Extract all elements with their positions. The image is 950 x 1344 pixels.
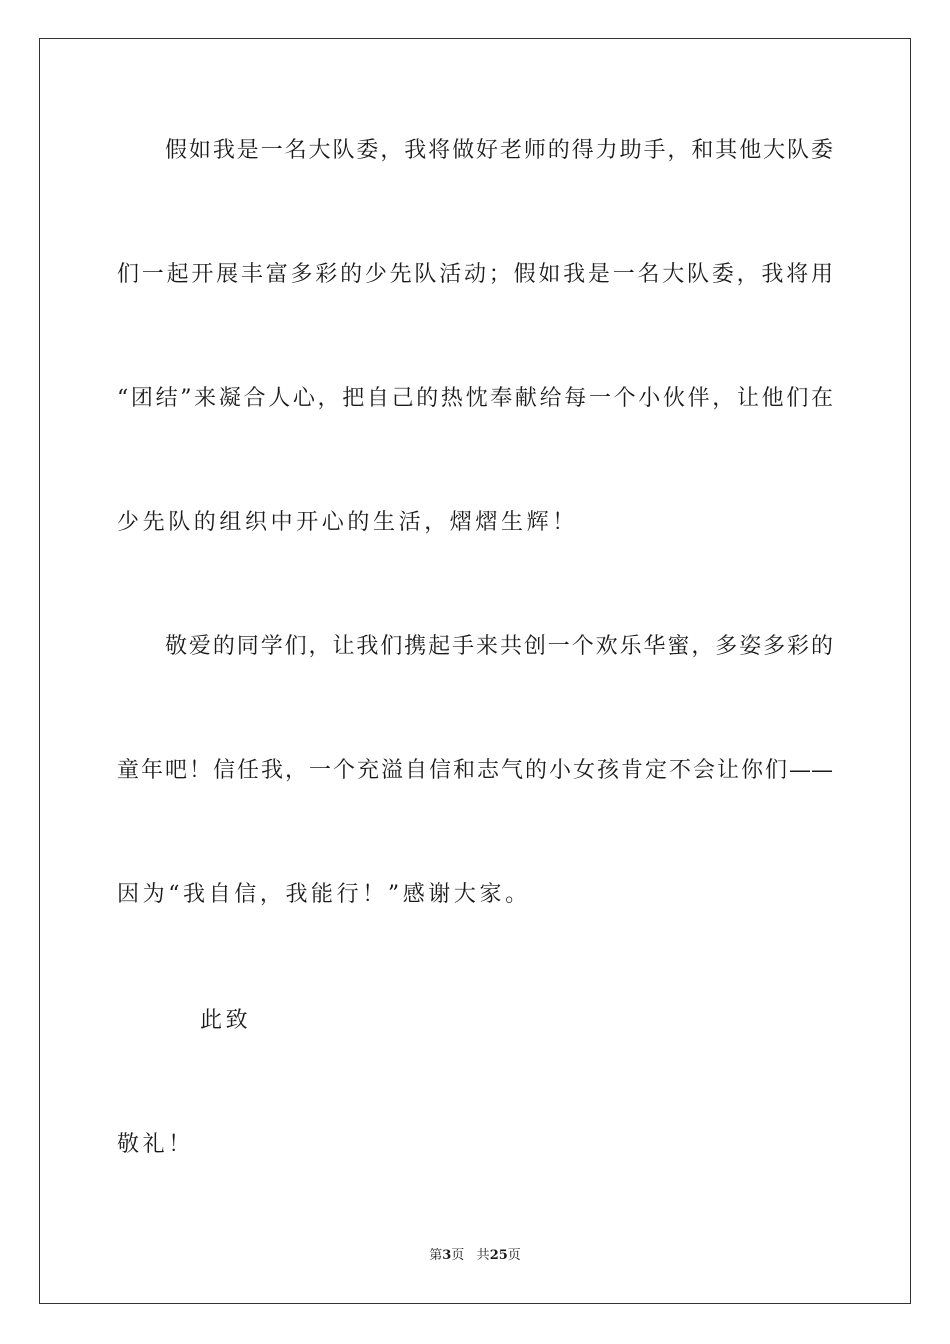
paragraph-1-line-3: “团结”来凝合人心，把自己的热忱奉献给每一个小伙伴，让他们在	[117, 386, 833, 411]
page-border	[39, 38, 911, 1304]
salutation: 敬礼！	[117, 1132, 194, 1157]
paragraph-2-line-3: 因为“我自信，我能行！”感谢大家。	[117, 882, 531, 907]
paragraph-2-line-2: 童年吧！信任我，一个充溢自信和志气的小女孩肯定不会让你们——	[117, 758, 833, 783]
paragraph-1-line-1: 假如我是一名大队委，我将做好老师的得力助手，和其他大队委	[165, 138, 833, 163]
footer-total-suffix: 页	[507, 1248, 521, 1263]
paragraph-1-line-2: 们一起开展丰富多彩的少先队活动；假如我是一名大队委，我将用	[117, 262, 833, 287]
footer-prefix: 第	[429, 1248, 443, 1263]
page-footer	[0, 1247, 950, 1265]
footer-page-word: 页	[451, 1248, 465, 1263]
paragraph-2-line-1: 敬爱的同学们，让我们携起手来共创一个欢乐华蜜，多姿多彩的	[165, 634, 833, 659]
current-page-number: 3	[442, 1248, 452, 1263]
total-pages-number: 25	[489, 1248, 508, 1263]
footer-total-prefix: 共	[476, 1248, 490, 1263]
paragraph-1-line-4: 少先队的组织中开心的生活，熠熠生辉！	[117, 510, 578, 535]
closing-phrase: 此致	[200, 1008, 252, 1033]
